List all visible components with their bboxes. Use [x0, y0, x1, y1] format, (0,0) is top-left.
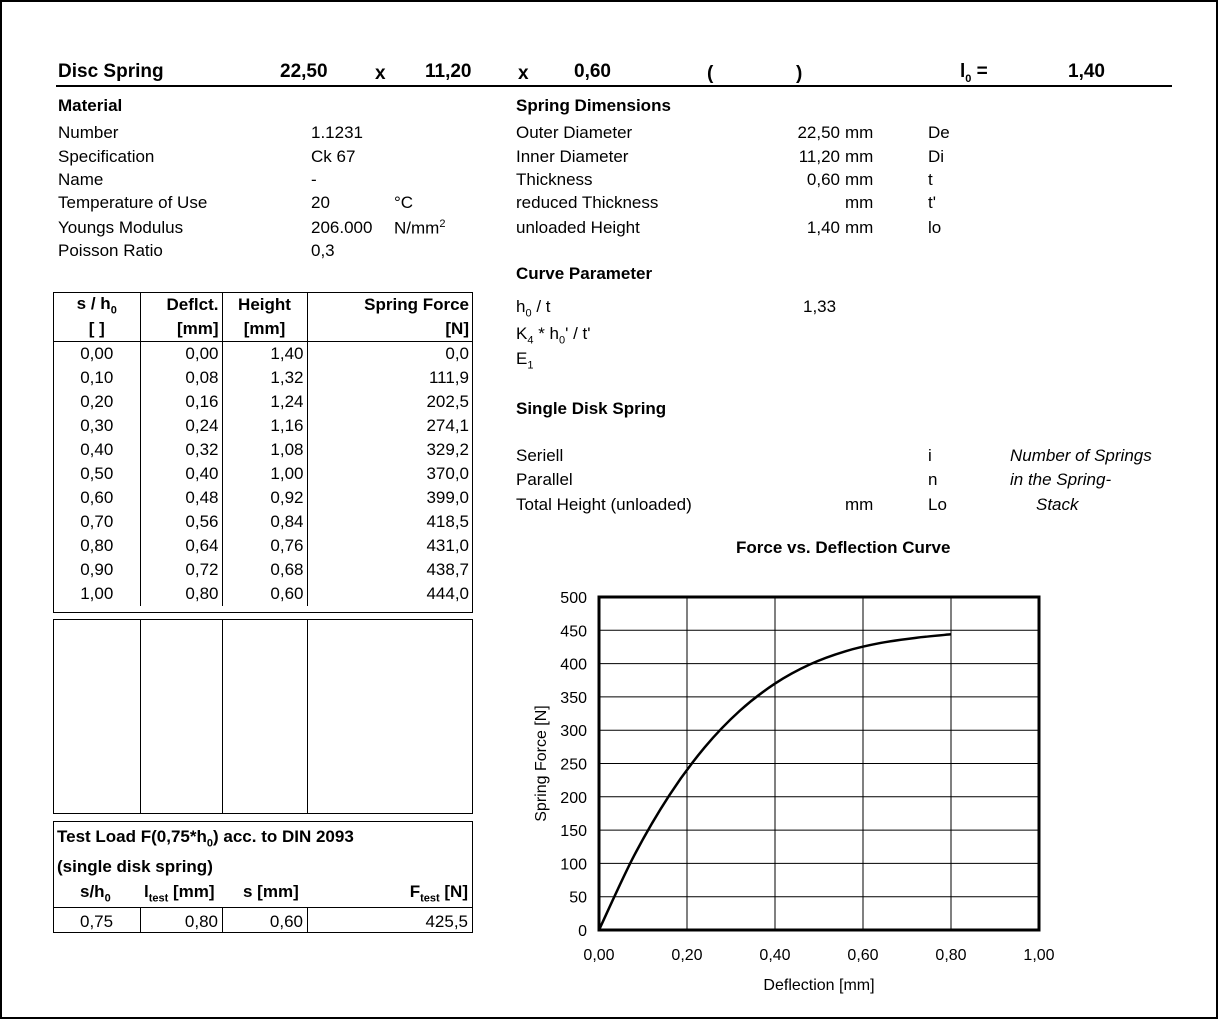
cell-deflection: 0,16 — [140, 390, 222, 414]
test-value: 0,75 — [80, 912, 114, 931]
cell-deflection: 0,40 — [140, 462, 222, 486]
stack-note: Number of Springs — [1010, 446, 1152, 465]
parallel-symbol: n — [928, 470, 938, 489]
e1-label: $E_1$ — [516, 349, 534, 372]
cell-s-h0: 1,00 — [80, 584, 114, 603]
cell-height: 0,60 — [222, 582, 307, 606]
y-tick-label: 500 — [560, 590, 587, 607]
material-unit: °C — [394, 193, 414, 212]
column-header: Height — [222, 293, 307, 317]
cell-height: 1,32 — [222, 366, 307, 390]
test-load-box — [53, 821, 473, 933]
force-deflection-chart — [510, 580, 1190, 1005]
column-divider — [140, 620, 141, 813]
y-tick-label: 300 — [560, 723, 587, 741]
cell-height: 1,08 — [222, 438, 307, 462]
cell-force: 329,2 — [307, 438, 472, 462]
test-value: 425,5 — [425, 912, 468, 931]
material-label: Temperature of Use — [58, 193, 208, 212]
x-tick-label: 0,60 — [847, 947, 879, 964]
h0-t-value: 1,33 — [803, 297, 837, 316]
seriell-symbol: i — [928, 446, 932, 465]
single-disk-title: Single Disk Spring — [516, 399, 667, 418]
cell-height: 1,00 — [222, 462, 307, 486]
table-row — [54, 558, 472, 582]
total-height-symbol: Lo — [928, 495, 947, 514]
cell-s-h0: 0,00 — [80, 344, 114, 363]
cell-s-h0: 0,20 — [80, 392, 114, 411]
cell-height: 1,40 — [222, 342, 307, 367]
material-value: 1.1231 — [311, 123, 363, 142]
dimension-value: 22,50 — [797, 123, 840, 142]
cell-s-h0: 0,50 — [80, 464, 114, 483]
column-divider — [307, 907, 308, 932]
total-height-label: Total Height (unloaded) — [516, 495, 692, 514]
y-tick-label: 0 — [578, 923, 587, 940]
dimension-label: reduced Thickness — [516, 193, 659, 212]
x-tick-label: 1,00 — [1023, 947, 1055, 964]
y-tick-label: 100 — [560, 856, 587, 874]
y-tick-label: 150 — [560, 823, 587, 841]
material-value: - — [311, 170, 317, 189]
column-header: s / $h_0$ — [76, 293, 117, 317]
dimension-symbol: De — [928, 123, 950, 142]
test-value: 0,60 — [269, 912, 303, 931]
deflection-table — [54, 293, 472, 606]
table-row — [54, 582, 472, 606]
cell-s-h0: 0,30 — [80, 416, 114, 435]
material-label: Specification — [58, 147, 155, 166]
dimension-symbol: lo — [928, 218, 942, 237]
table-header-row — [54, 293, 472, 317]
cell-deflection: 0,00 — [140, 342, 222, 367]
y-tick-label: 350 — [560, 689, 587, 707]
test-col-header: $l_{test}$ [mm] — [144, 882, 215, 905]
dimension-label: unloaded Height — [516, 218, 640, 237]
test-col-header: $s/h_0$ — [80, 882, 111, 905]
test-col-header: $F_{test}$ [N] — [409, 882, 468, 905]
dimension-unit: mm — [845, 147, 874, 166]
table-row — [54, 390, 472, 414]
cell-height: 0,68 — [222, 558, 307, 582]
dimension-unit: mm — [845, 170, 874, 189]
column-divider — [140, 907, 141, 932]
cell-force: 438,7 — [307, 558, 472, 582]
cell-force: 444,0 — [307, 582, 472, 606]
dimension-symbol: t' — [928, 193, 936, 212]
x-tick-label: 0,80 — [935, 947, 967, 964]
material-label: Name — [58, 170, 104, 189]
header-title: Disc Spring — [58, 61, 164, 82]
header-inner-diameter: 11,20 — [425, 61, 472, 82]
cell-height: 1,24 — [222, 390, 307, 414]
header-paren-open: ( — [707, 63, 714, 84]
cell-deflection: 0,48 — [140, 486, 222, 510]
material-value: 206.000 — [311, 218, 373, 237]
column-header: Deflct. — [140, 293, 222, 317]
header-paren-close: ) — [796, 63, 803, 84]
dimension-value: 0,60 — [806, 170, 840, 189]
cell-force: 274,1 — [307, 414, 472, 438]
table-header-row — [54, 317, 472, 342]
cell-deflection: 0,80 — [140, 582, 222, 606]
table-row — [54, 486, 472, 510]
cell-deflection: 0,32 — [140, 438, 222, 462]
cell-deflection: 0,08 — [140, 366, 222, 390]
x-tick-label: 0,20 — [671, 947, 703, 964]
table-row — [54, 534, 472, 558]
empty-table-box — [53, 619, 473, 814]
column-divider — [222, 907, 223, 932]
material-value: 20 — [311, 193, 330, 212]
cell-deflection: 0,64 — [140, 534, 222, 558]
stack-note: Stack — [1036, 495, 1079, 514]
test-value: 0,80 — [184, 912, 218, 931]
y-tick-label: 450 — [560, 623, 587, 641]
cell-height: 0,92 — [222, 486, 307, 510]
column-unit: [mm] — [222, 317, 307, 342]
column-unit: [ ] — [88, 319, 105, 338]
table-row — [54, 414, 472, 438]
header-x-1: x — [375, 63, 386, 84]
header-thickness: 0,60 — [574, 61, 611, 82]
y-tick-label: 200 — [560, 789, 587, 807]
material-label: Number — [58, 123, 119, 142]
test-col-header: s [mm] — [243, 882, 299, 901]
dimension-value: 11,20 — [798, 147, 840, 166]
cell-deflection: 0,72 — [140, 558, 222, 582]
cell-s-h0: 0,80 — [80, 536, 114, 555]
cell-s-h0: 0,90 — [80, 560, 114, 579]
y-tick-label: 400 — [560, 656, 587, 674]
cell-force: 370,0 — [307, 462, 472, 486]
column-unit: [mm] — [140, 317, 222, 342]
material-label: Poisson Ratio — [58, 241, 163, 260]
cell-force: 418,5 — [307, 510, 472, 534]
cell-force: 431,0 — [307, 534, 472, 558]
material-label: Youngs Modulus — [58, 218, 184, 237]
cell-height: 0,84 — [222, 510, 307, 534]
header-l0-value: 1,40 — [1068, 61, 1105, 82]
y-tick-label: 250 — [560, 756, 587, 774]
material-value: 0,3 — [311, 241, 335, 260]
cell-force: 399,0 — [307, 486, 472, 510]
table-row — [54, 462, 472, 486]
test-load-subtitle: (single disk spring) — [57, 857, 213, 876]
cell-force: 111,9 — [307, 366, 472, 390]
dimension-unit: mm — [845, 193, 874, 212]
stack-note: in the Spring- — [1010, 470, 1112, 489]
curve-parameter-title: Curve Parameter — [516, 264, 653, 283]
header-outer-diameter: 22,50 — [280, 61, 328, 82]
cell-force: 202,5 — [307, 390, 472, 414]
y-tick-label: 50 — [569, 889, 587, 907]
dimension-label: Inner Diameter — [516, 147, 629, 166]
parallel-label: Parallel — [516, 470, 573, 489]
test-divider — [54, 907, 472, 908]
cell-deflection: 0,24 — [140, 414, 222, 438]
dimension-value: 1,40 — [806, 218, 840, 237]
seriell-label: Seriell — [516, 446, 564, 465]
header-rule — [56, 85, 1172, 87]
material-value: Ck 67 — [311, 147, 356, 166]
header-x-2: x — [518, 63, 529, 84]
column-header: Spring Force — [307, 293, 472, 317]
y-axis-label: Spring Force [N] — [533, 705, 550, 822]
column-divider — [307, 620, 308, 813]
column-unit: [N] — [307, 317, 472, 342]
cell-s-h0: 0,60 — [80, 488, 114, 507]
cell-s-h0: 0,70 — [80, 512, 114, 531]
material-title: Material — [58, 96, 123, 115]
column-divider — [222, 620, 223, 813]
dimension-unit: mm — [845, 123, 874, 142]
dimension-symbol: t — [928, 170, 933, 189]
cell-height: 0,76 — [222, 534, 307, 558]
cell-s-h0: 0,40 — [80, 440, 114, 459]
dimension-unit: mm — [845, 218, 874, 237]
table-row — [54, 342, 472, 367]
dimension-label: Outer Diameter — [516, 123, 633, 142]
chart-title: Force vs. Deflection Curve — [736, 538, 951, 557]
x-tick-label: 0,40 — [759, 947, 791, 964]
h0-t-label: $h_0$ / t — [516, 297, 551, 320]
table-row — [54, 510, 472, 534]
dimension-symbol: Di — [928, 147, 945, 166]
table-row — [54, 366, 472, 390]
cell-force: 0,0 — [307, 342, 472, 367]
x-axis-label: Deflection [mm] — [763, 977, 875, 994]
header-l0-label: $l_0$ = — [960, 61, 988, 85]
x-tick-label: 0,00 — [583, 947, 615, 964]
cell-height: 1,16 — [222, 414, 307, 438]
cell-deflection: 0,56 — [140, 510, 222, 534]
k4-label: $K_4 * h_0'$ / t' — [516, 324, 591, 347]
dimension-label: Thickness — [516, 170, 593, 189]
material-unit: $N/mm^2$ — [394, 218, 446, 238]
dimensions-title: Spring Dimensions — [516, 96, 671, 115]
cell-s-h0: 0,10 — [80, 368, 114, 387]
total-height-unit: mm — [845, 495, 874, 514]
test-load-title: Test Load $F(0,75*h_0)$ acc. to DIN 2093 — [57, 827, 354, 850]
table-row — [54, 438, 472, 462]
